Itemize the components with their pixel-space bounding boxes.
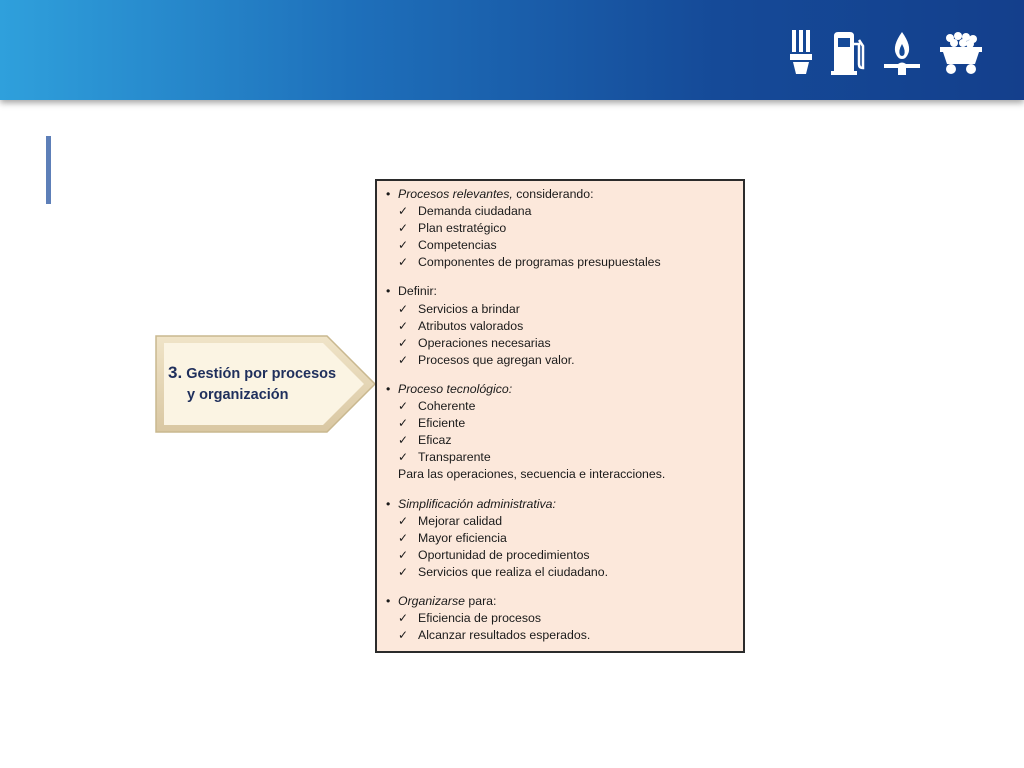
list-item: [386, 398, 735, 415]
checkmark-icon: ✓: [398, 301, 409, 316]
checkmark-icon: ✓: [398, 238, 409, 253]
list-item-text: Operaciones necesarias: [418, 335, 551, 350]
bullet-text: considerando:: [512, 187, 594, 201]
list-item-text: Mayor eficiencia: [418, 530, 507, 545]
section: [386, 186, 735, 271]
checkmark-icon: ✓: [398, 416, 409, 431]
bullet-icon: •: [386, 187, 391, 201]
checkmark-icon: ✓: [398, 255, 409, 270]
checkmark-icon: ✓: [398, 530, 409, 545]
bullet-italic-text: Procesos relevantes,: [398, 187, 513, 201]
list-item-text: Demanda ciudadana: [418, 204, 532, 219]
list-item: [386, 530, 735, 547]
section-bullet: [386, 381, 735, 398]
checkmark-icon: ✓: [398, 611, 409, 626]
content-box: [375, 179, 745, 653]
arrow-line2: y organización: [187, 387, 289, 403]
list-item-text: Transparente: [418, 450, 491, 465]
list-item-text: Eficaz: [418, 433, 452, 448]
arrow-number: 3.: [168, 363, 183, 382]
list-item: [386, 564, 735, 581]
section-note: Para las operaciones, secuencia e interacciones.: [398, 467, 666, 482]
bullet-text: Definir:: [398, 284, 437, 299]
checkmark-icon: ✓: [398, 352, 409, 367]
bullet-italic-text: Proceso tecnológico:: [398, 381, 513, 396]
checkmark-icon: ✓: [398, 564, 409, 579]
section-bullet: [386, 593, 735, 610]
checkmark-icon: ✓: [398, 450, 409, 465]
bullet-icon: •: [386, 381, 391, 396]
light-bulb-icon: [788, 28, 814, 76]
bullet-italic-text: Organizarse: [398, 593, 465, 608]
list-item: [386, 352, 735, 369]
bullet-icon: •: [386, 284, 391, 299]
arrow-label: [168, 362, 358, 406]
list-item-text: Componentes de programas presupuestales: [418, 255, 661, 270]
list-item: [386, 301, 735, 318]
checkmark-icon: ✓: [398, 399, 409, 414]
mine-cart-icon: [938, 30, 984, 76]
gas-flame-icon: [882, 30, 922, 76]
list-item-text: Servicios a brindar: [418, 301, 520, 316]
list-item: [386, 237, 735, 254]
bullet-italic-text: Simplificación administrativa:: [398, 496, 556, 511]
list-item-text: Eficiente: [418, 416, 466, 431]
section: [386, 496, 735, 581]
header-banner: [0, 0, 1024, 100]
section: [386, 593, 735, 644]
section-bullet: [386, 186, 735, 203]
arrow-line1: Gestión por procesos: [186, 366, 337, 382]
list-item-text: Coherente: [418, 399, 476, 414]
list-item: [386, 627, 735, 644]
list-item: [386, 318, 735, 335]
checkmark-icon: ✓: [398, 628, 409, 643]
bullet-text: para:: [464, 593, 497, 608]
list-item-text: Mejorar calidad: [418, 513, 503, 528]
title-accent-bar: [46, 136, 51, 204]
section: [386, 283, 735, 368]
bullet-icon: •: [386, 496, 391, 511]
list-item: [386, 513, 735, 530]
checkmark-icon: ✓: [398, 433, 409, 448]
list-item: [386, 203, 735, 220]
list-item: [386, 547, 735, 564]
list-item-text: Eficiencia de procesos: [418, 611, 542, 626]
list-item-text: Plan estratégico: [418, 221, 507, 236]
list-item-text: Competencias: [418, 238, 497, 253]
list-item: [386, 449, 735, 466]
checkmark-icon: ✓: [398, 318, 409, 333]
list-item: [386, 335, 735, 352]
list-item-text: Atributos valorados: [418, 318, 524, 333]
checkmark-icon: ✓: [398, 513, 409, 528]
checkmark-icon: ✓: [398, 204, 409, 219]
list-item-text: Alcanzar resultados esperados.: [418, 628, 591, 643]
header-icons: [788, 28, 984, 76]
checkmark-icon: ✓: [398, 547, 409, 562]
checkmark-icon: ✓: [398, 335, 409, 350]
list-item-text: Oportunidad de procedimientos: [418, 547, 590, 562]
list-item-text: Servicios que realiza el ciudadano.: [418, 564, 609, 579]
bullet-icon: •: [386, 593, 391, 608]
checkmark-icon: ✓: [398, 221, 409, 236]
list-item: [386, 610, 735, 627]
section-bullet: [386, 496, 735, 513]
list-item: [386, 432, 735, 449]
list-item: [386, 254, 735, 271]
list-item: [386, 415, 735, 432]
section: [386, 381, 735, 484]
fuel-pump-icon: [830, 30, 866, 76]
list-item-text: Procesos que agregan valor.: [418, 352, 575, 367]
section-bullet: [386, 283, 735, 300]
list-item: [386, 220, 735, 237]
